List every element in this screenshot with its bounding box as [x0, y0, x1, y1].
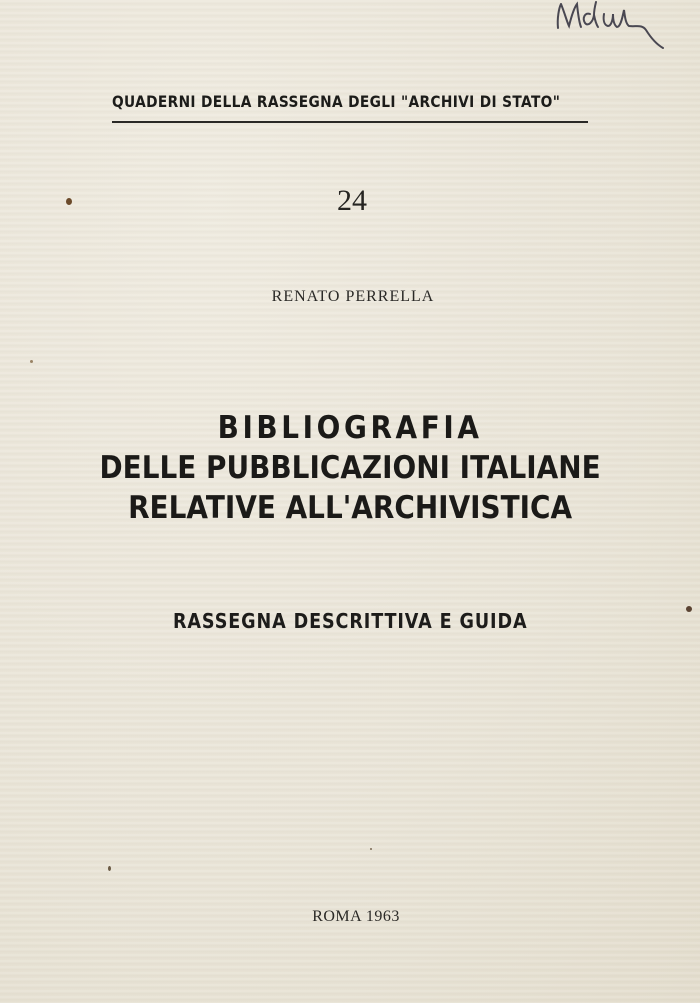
paper-stain [370, 848, 372, 850]
paper-stain [686, 606, 692, 612]
title-line: BIBLIOGRAFIA [217, 410, 483, 446]
title-line: DELLE PUBBLICAZIONI ITALIANE [99, 450, 601, 486]
title-line: RELATIVE ALL'ARCHIVISTICA [128, 490, 573, 526]
handwritten-annotation [552, 0, 670, 54]
author-name: RENATO PERRELLA [271, 288, 435, 305]
book-subtitle: RASSEGNA DESCRITTIVA E GUIDA [173, 609, 528, 633]
paper-stain [66, 198, 72, 205]
series-underline [112, 121, 588, 123]
paper-stain [108, 866, 111, 871]
imprint-place-year: ROMA 1963 [312, 908, 400, 925]
volume-number: 24 [337, 184, 367, 217]
book-title [0, 408, 700, 528]
series-title: QUADERNI DELLA RASSEGNA DEGLI "ARCHIVI DI STATO" [112, 92, 561, 111]
paper-stain [30, 360, 33, 363]
